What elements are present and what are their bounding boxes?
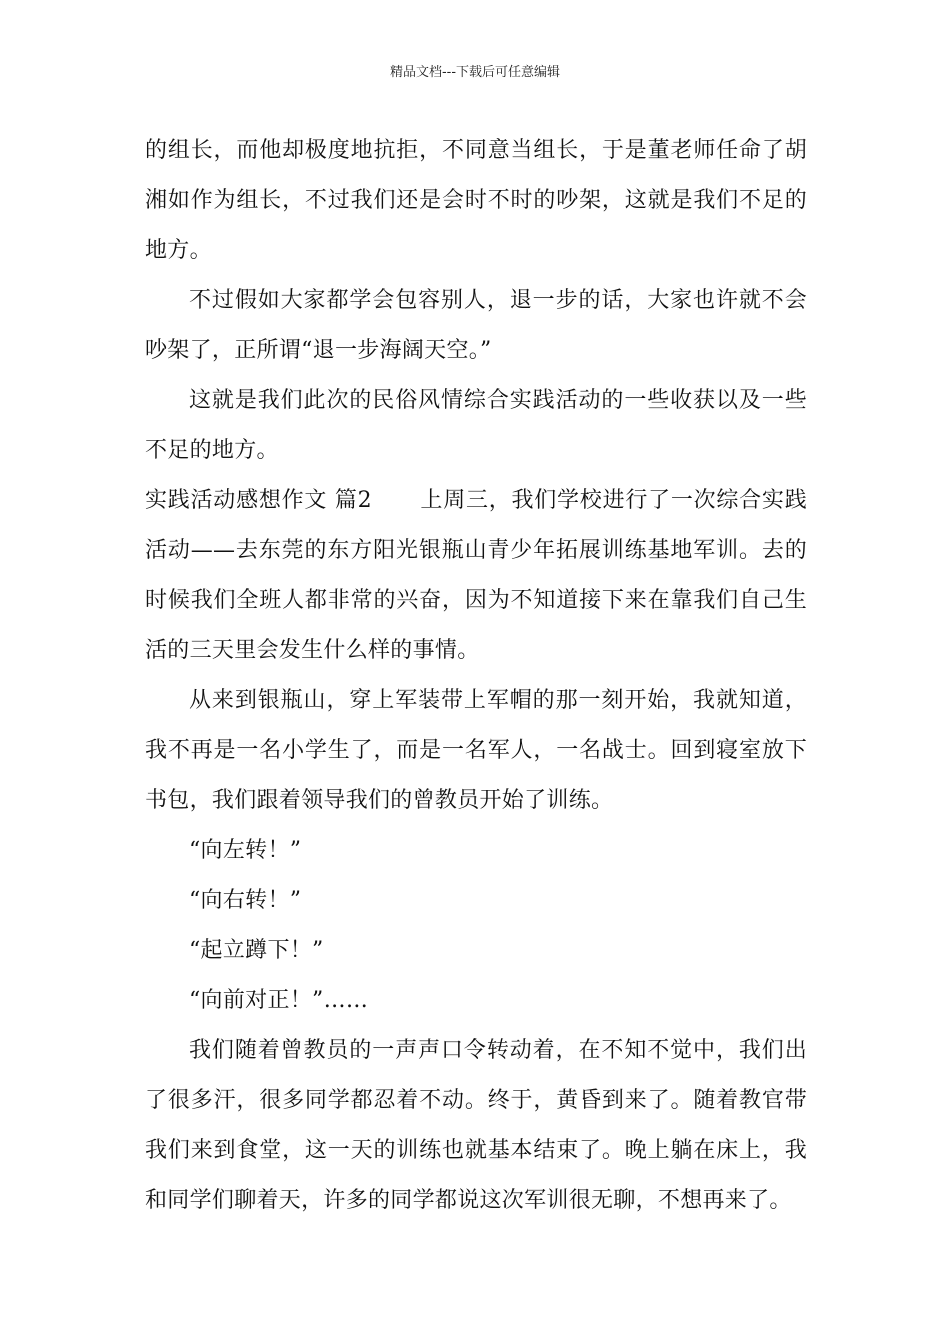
section-2-title: 实践活动感想作文 篇2 [145, 488, 372, 513]
command-stand-squat: “起立蹲下！” [189, 938, 324, 963]
paragraph-3: 这就是我们此次的民俗风情综合实践活动的一些收获以及一些不足的地方。 [145, 388, 807, 463]
paragraph-4: 从来到银瓶山，穿上军装带上军帽的那一刻开始，我就知道，我不再是一名小学生了，而是一名军人，一名战士。回到寝室放下书包，我们跟着领导我们的曾教员开始了训练。 [145, 688, 807, 813]
section-2-paragraph [145, 476, 807, 676]
command-right: “向右转！” [189, 888, 302, 913]
paragraph-2: 不过假如大家都学会包容别人，退一步的话，大家也许就不会吵架了，正所谓“退一步海阔天空。” [145, 288, 807, 363]
document-body [145, 126, 807, 1226]
paragraph-5: 我们随着曾教员的一声声口令转动着，在不知不觉中，我们出了很多汗，很多同学都忍着不动。终于，黄昏到来了。随着教官带我们来到食堂，这一天的训练也就基本结束了。晚上躺在床上，我和同学们聊着天，许多的同学都说这次军训很无聊，不想再来了。 [145, 1038, 807, 1213]
command-left: “向左转！” [189, 838, 302, 863]
paragraph-1: 的组长，而他却极度地抗拒，不同意当组长，于是董老师任命了胡湘如作为组长，不过我们还是会时不时的吵架，这就是我们不足的地方。 [145, 138, 807, 263]
command-align: “向前对正！”…… [189, 988, 369, 1013]
section-2-body: 上周三，我们学校进行了一次综合实践活动——去东莞的东方阳光银瓶山青少年拓展训练基地军训。去的时候我们全班人都非常的兴奋，因为不知道接下来在靠我们自己生活的三天里会发生什么样的事情。 [145, 488, 807, 663]
page-header: 精品文档---下载后可任意编辑 [389, 65, 561, 80]
